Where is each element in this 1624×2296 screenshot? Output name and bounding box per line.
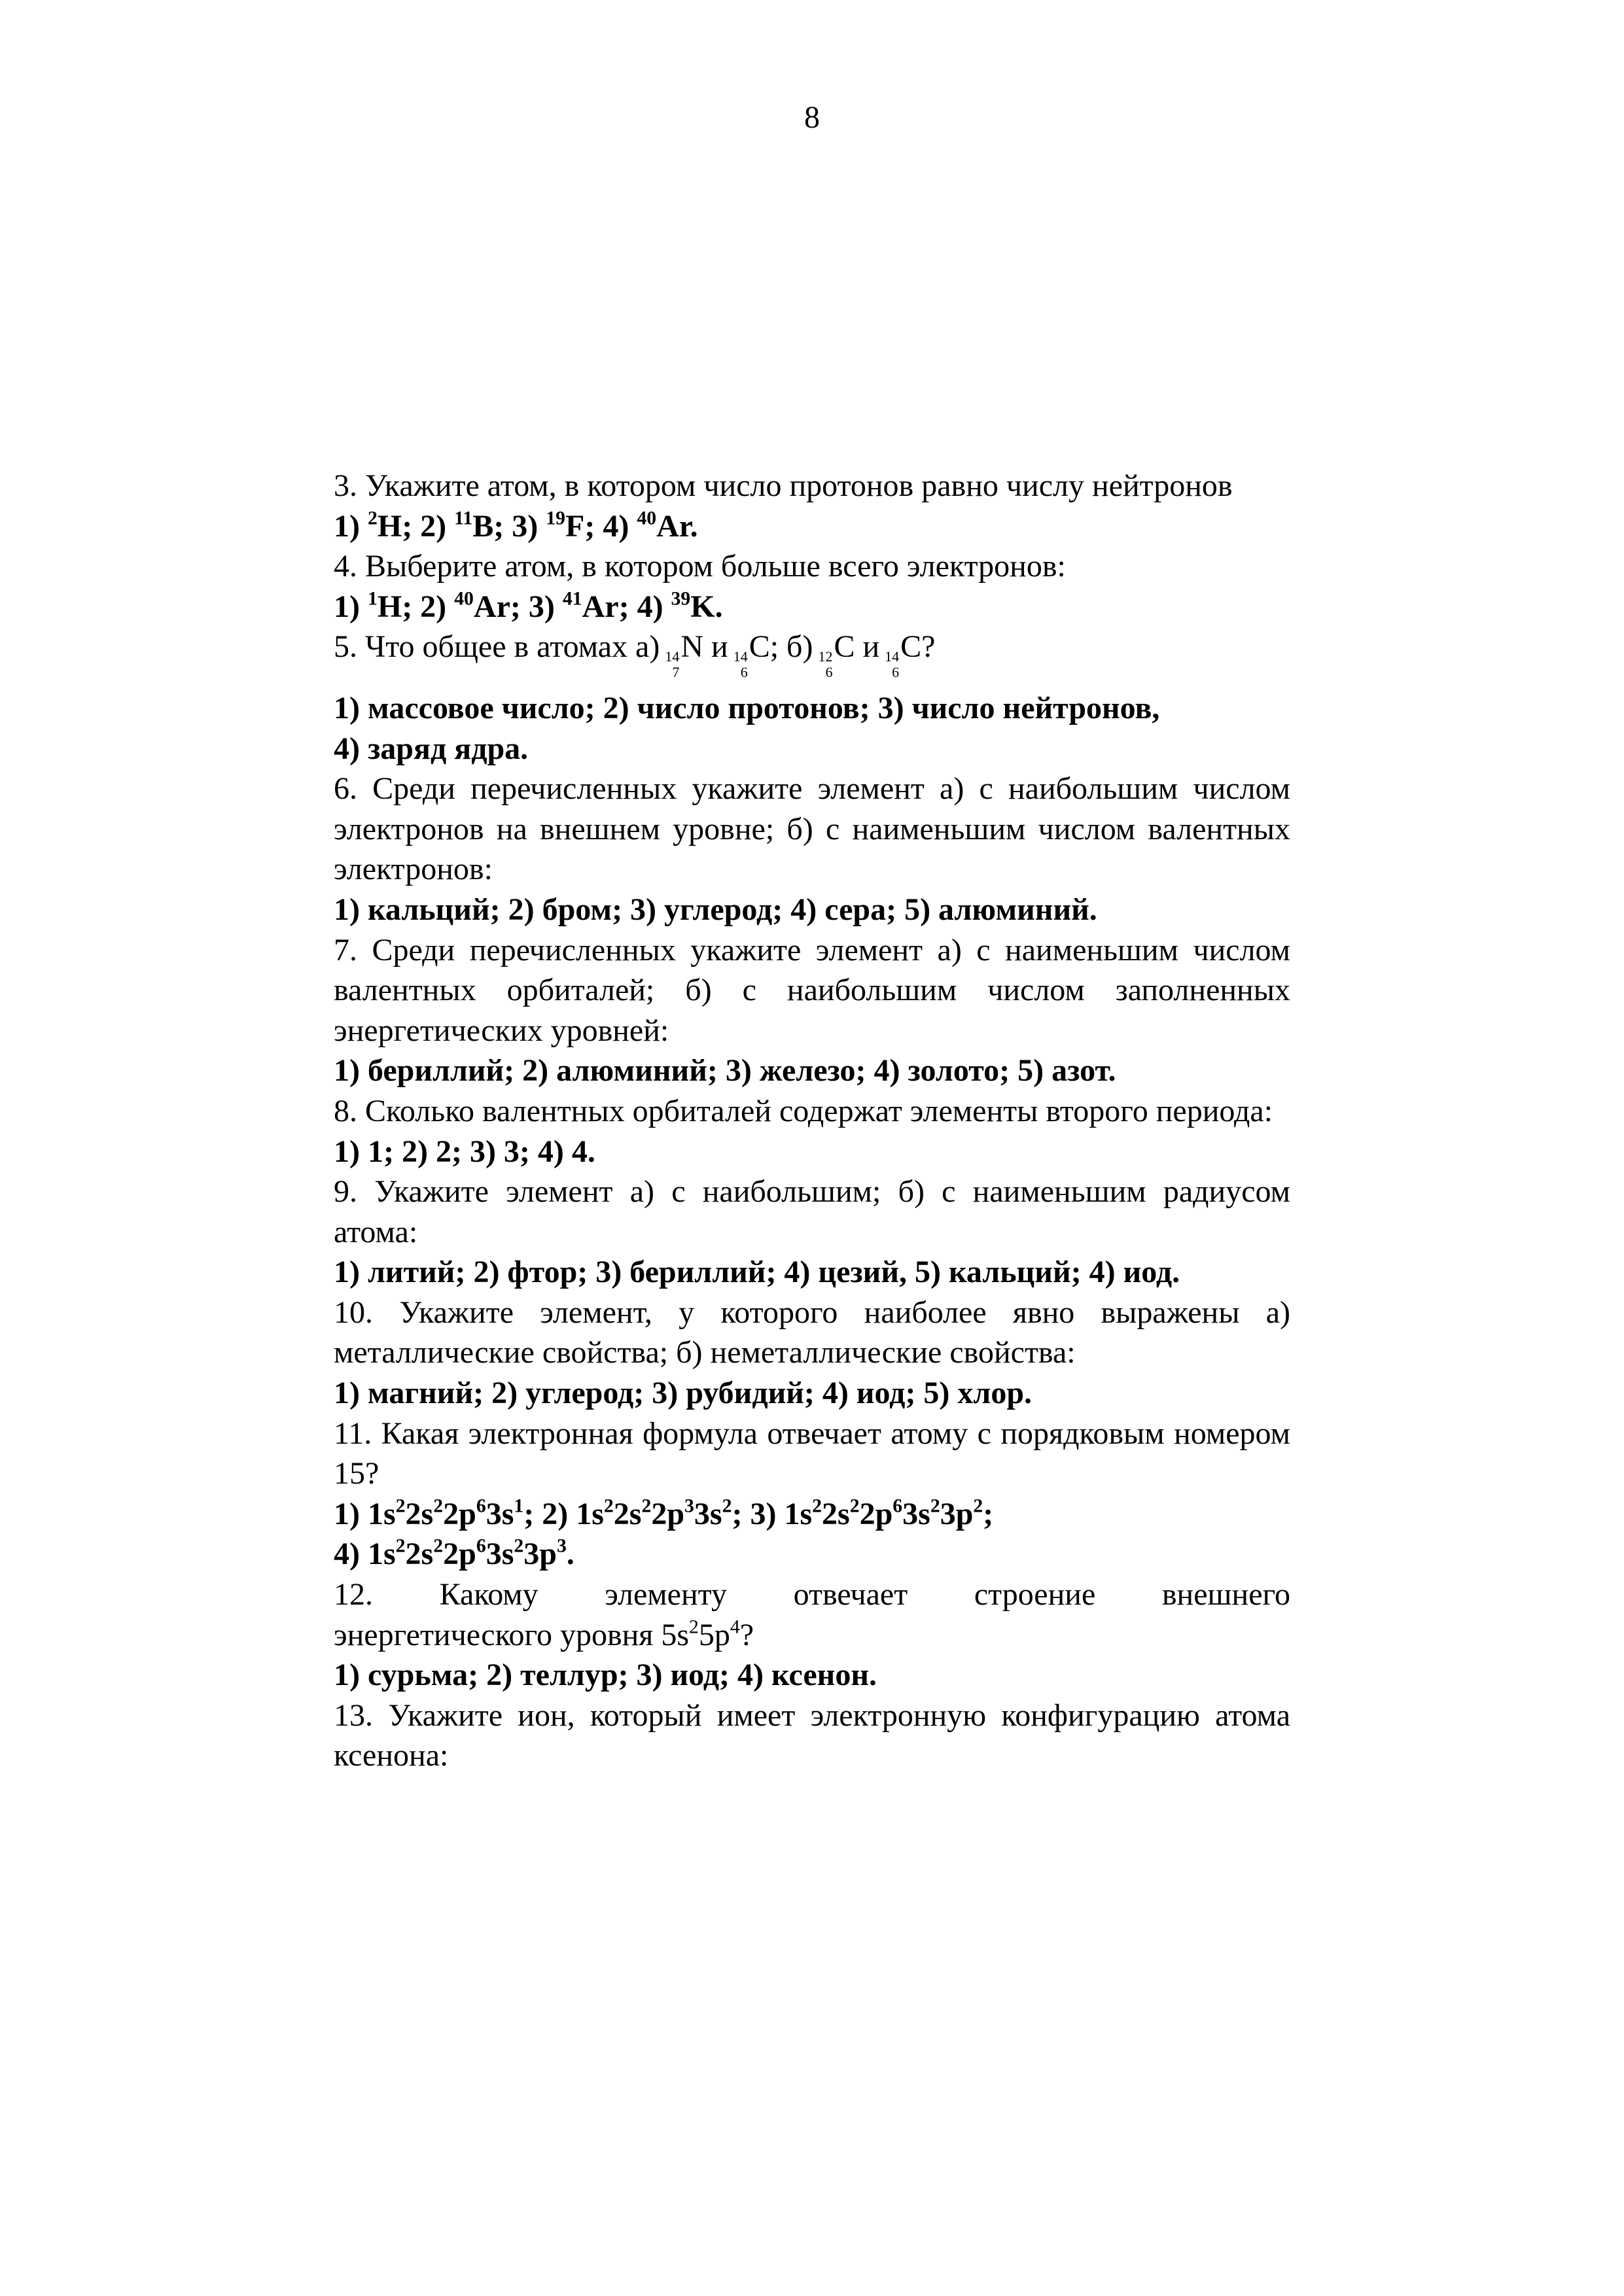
question-11: 11. Какая электронная формула отвечает атому с порядковым номером 15? [334,1416,1290,1491]
question-12-line-1: 12. Какому элементу отвечает строение внешнего [334,1577,1290,1612]
answer-options-7: 1) бериллий; 2) алюминий; 3) железо; 4) золото; 5) азот. [334,1053,1116,1088]
nuclide-n14: 14 7 [665,648,680,680]
nuclide-c12: 12 6 [818,648,833,680]
answer-options-6: 1) кальций; 2) бром; 3) углерод; 4) сера; 5) алюминий. [334,892,1097,927]
question-10: 10. Укажите элемент, у которого наиболее явно выражены а) металлические свойства; б) неметаллические свойства: [334,1295,1290,1370]
answer-options-8: 1) 1; 2) 2; 3) 3; 4) 4. [334,1134,595,1169]
answer-options-9: 1) литий; 2) фтор; 3) бериллий; 4) цезий, 5) кальций; 4) иод. [334,1255,1180,1290]
question-3: 3. Укажите атом, в котором число протонов равно числу нейтронов [334,468,1233,503]
nuclide-c14: 14 6 [733,648,748,680]
question-7: 7. Среди перечисленных укажите элемент а) с наименьшим числом валентных орбиталей; б) с наибольшим числом заполненных энергетических уровней: [334,932,1290,1048]
question-9: 9. Укажите элемент а) с наибольшим; б) с наименьшим радиусом атома: [334,1174,1290,1249]
answer-options-11-line-1: 1) $1s^22s^22p^63s^1$; 2) $1s^22s^22p^33s^2$; 3) $1s^22s^22p^63s^23p^2$; [334,1495,994,1531]
answer-options-5-line-1: 1) массовое число; 2) число протонов; 3) число нейтронов, [334,690,1160,725]
question-list [334,466,1290,1776]
nuclide-c14-second: 14 6 [885,648,900,680]
answer-options-12: 1) сурьма; 2) теллур; 3) иод; 4) ксенон. [334,1658,877,1693]
answer-options-11-line-2: 4) $1s^22s^22p^63s^23p^3$. [334,1535,574,1572]
question-4: 4. Выберите атом, в котором больше всего электронов: [334,549,1066,584]
question-8: 8. Сколько валентных орбиталей содержат элементы второго периода: [334,1093,1273,1128]
answer-options-4: 1) $^1$H; 2) $^{40}$Ar; 3) $^{41}$Ar; 4) $^{39}$K. [334,587,723,624]
answer-options-5-line-2: 4) заряд ядра. [334,731,529,766]
page-number: 8 [804,100,820,135]
question-13: 13. Укажите ион, который имеет электронную конфигурацию атома ксенона: [334,1697,1290,1773]
question-5: 5. Что общее в атомах а) 14 7 N и 14 6 C; б) 12 6 C и 14 6 C? [334,629,936,680]
answer-options-10: 1) магний; 2) углерод; 3) рубидий; 4) иод; 5) хлор. [334,1376,1033,1411]
answer-options-3: 1) $^2$H; 2) $^{11}$B; 3) $^{19}$F; 4) $^{40}$Ar. [334,507,698,544]
question-6: 6. Среди перечисленных укажите элемент а) с наибольшим числом электронов на внешнем уровне; б) с наименьшим числом валентных электронов: [334,771,1290,887]
question-12-line-2: энергетического уровня $5s^25p^4$? [334,1616,754,1652]
